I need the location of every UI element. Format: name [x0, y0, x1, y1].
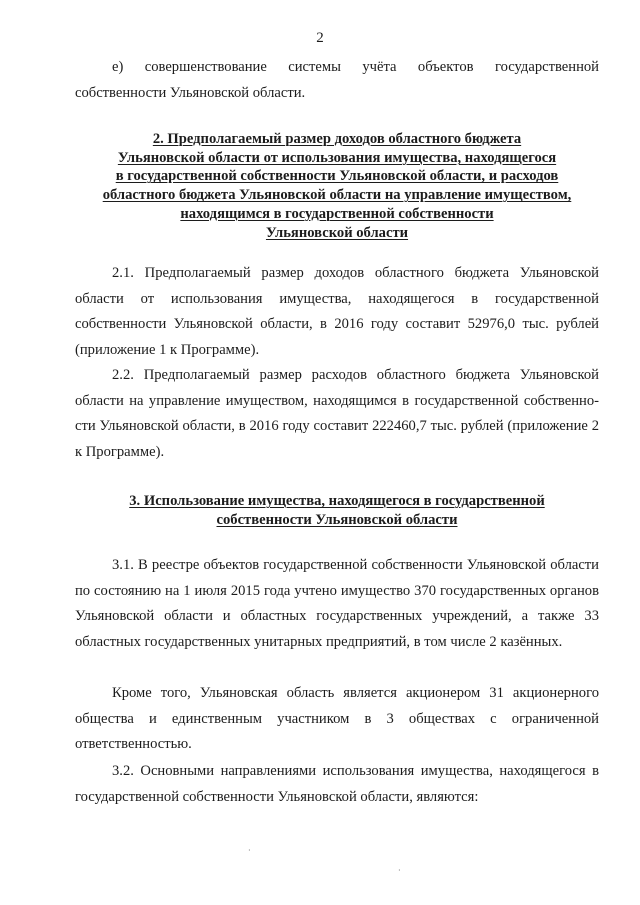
paragraph-3-2: 3.2. Основными направлениями использования имущества, находящегося в государственной собственности Ульяновской области, являются:: [75, 763, 599, 805]
section-2-heading-line: 2. Предполагаемый размер доходов областного бюджета: [152, 131, 522, 147]
section-2-heading-line: Ульяновской области: [265, 224, 409, 241]
section-3-heading: [70, 492, 604, 529]
section-2-heading-line: Ульяновской области от использования имущества, находящегося: [117, 149, 557, 166]
scan-mark: ·: [398, 866, 401, 875]
section-2-heading-line: областного бюджета Ульяновской области на управление имуществом,: [102, 187, 572, 204]
scan-mark: ·: [248, 846, 251, 855]
paragraph-2-2-rest: сти Ульяновской области, в 2016 году составит 222460,7 тыс. рублей (приложение 2 к Программе).: [75, 418, 599, 460]
section-3-heading-line: собственности Ульяновской области: [216, 511, 458, 528]
page-number: 2: [316, 30, 324, 46]
paragraph-3-1-extra: Кроме того, Ульяновская область является акционером 31 акционерного общества и единственным участником в 3 обществах с ограниченной ответственностью.: [75, 685, 599, 753]
paragraph-3-1: 3.1. В реестре объектов государственной собственности Ульяновской области по состоянию на 1 июля 2015 года учтено имущество 370 государственных органов Ульяновской области и областных государственных учреждений, а также 33 областных государственных унитарных предприятий, в том числе 2 казённых.: [75, 557, 599, 650]
paragraph-2-2-lead: 2.2. Предполагаемый размер расходов областного бюджета Ульяновской области на управление имуществом, находящимся в государственной собственно-: [75, 367, 599, 409]
item-e-paragraph: е) совершенствование системы учёта объектов государственной собственности Ульяновской области.: [75, 59, 599, 101]
section-2-heading: [70, 130, 604, 242]
section-3-heading-line: 3. Использование имущества, находящегося в государственной: [129, 493, 545, 509]
section-2-heading-line: находящимся в государственной собственности: [180, 205, 494, 222]
section-2-heading-line: в государственной собственности Ульяновской области, и расходов: [115, 168, 559, 185]
paragraph-2-1: 2.1. Предполагаемый размер доходов областного бюджета Ульяновской области от использования имущества, находящегося в государственной собственности Ульяновской области, в 2016 году составит 52976,0 тыс. рублей (приложение 1 к Программе).: [75, 265, 599, 358]
